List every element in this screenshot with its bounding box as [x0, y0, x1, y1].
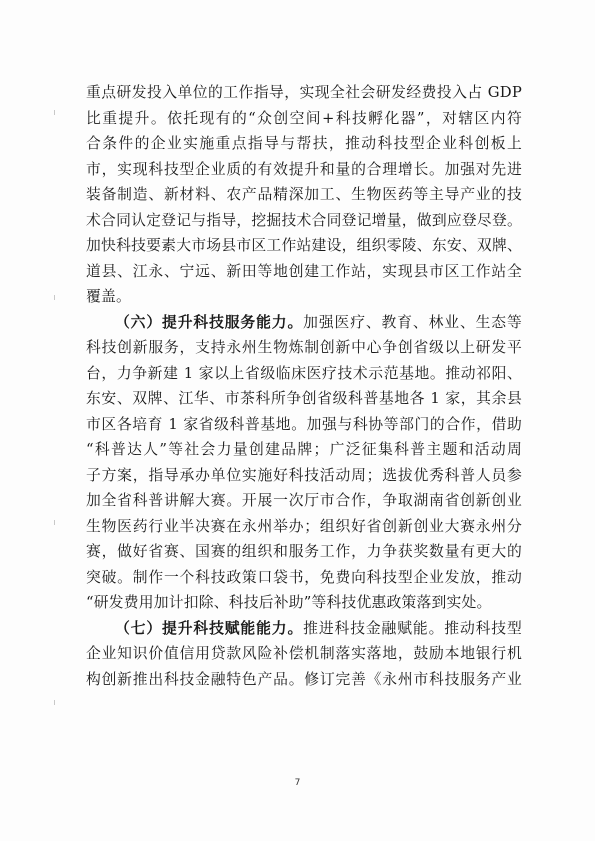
section-7-first-line [86, 616, 522, 642]
text-line: 生物医药行业半决赛在永州举办；组织好省创新创业大赛永州分 [86, 517, 522, 535]
text-line: 东安、双牌、江华、市茶科所争创省级科普基地各 1 家，其余县 [86, 390, 522, 407]
text-line: 比重提升。依托现有的“众创空间+科技孵化器”，对辖区内符 [86, 109, 522, 127]
text-line: 市，实现科技型企业质的有效提升和量的合理增长。加强对先进 [86, 160, 522, 178]
text-line: “科普达人”等社会力量创建品牌；广泛征集科普主题和活动周 [86, 441, 522, 458]
text-line: 赛，做好省赛、国赛的组织和服务工作，力争获奖数量有更大的 [86, 543, 522, 560]
body-text [86, 80, 522, 692]
section-6-paragraph [86, 310, 522, 616]
text-line: 加快科技要素大市场县市区工作站建设，组织零陵、东安、双牌、 [86, 237, 522, 254]
text-line: 道县、江永、宁远、新田等地创建工作站，实现县市区工作站全 [86, 262, 522, 280]
text-line: 覆盖。 [86, 288, 131, 305]
text-line: 构创新推出科技金融特色产品。修订完善《永州市科技服务产业 [86, 670, 522, 688]
text-line: 术合同认定登记与指导，挖掘技术合同登记增量，做到应登尽登。 [86, 211, 522, 229]
text-line: 台，力争新建 1 家以上省级临床医疗技术示范基地。推动祁阳、 [86, 364, 522, 382]
section-7-heading-rest: 推进科技金融赋能。推动科技型 [303, 619, 522, 637]
section-7-paragraph [86, 616, 522, 693]
text-line: 加全省科普讲解大赛。开展一次厅市合作，争取湖南省创新创业 [86, 492, 522, 509]
text-line: 重点研发投入单位的工作指导，实现全社会研发经费投入占 GDP [86, 84, 522, 101]
page-number: 7 [294, 778, 301, 788]
scan-margin-mark [54, 700, 55, 705]
scan-margin-mark [54, 295, 55, 300]
continuation-paragraph [86, 80, 522, 310]
text-line: 科技创新服务，支持永州生物炼制创新中心争创省级以上研发平 [86, 339, 522, 356]
text-line: 市区各培育 1 家省级科普基地。加强与科协等部门的合作，借助 [86, 415, 522, 433]
section-6-first-line [86, 310, 522, 336]
text-line: 装备制造、新材料、农产品精深加工、生物医药等主导产业的技 [86, 186, 522, 203]
text-line: 企业知识价值信用贷款风险补偿机制落实落地，鼓励本地银行机 [86, 645, 522, 662]
section-7-heading: （七）提升科技赋能能力。 [115, 619, 304, 637]
text-line: 突破。制作一个科技政策口袋书，免费向科技型企业发放，推动 [86, 568, 522, 586]
scan-margin-mark [54, 520, 55, 525]
scan-margin-mark [54, 110, 55, 115]
section-6-heading: （六）提升科技服务能力。 [115, 313, 304, 331]
text-line: “研发费用加计扣除、科技后补助”等科技优惠政策落到实处。 [86, 594, 492, 611]
section-6-heading-rest: 加强医疗、教育、林业、生态等 [303, 313, 522, 331]
text-line: 子方案，指导承办单位实施好科技活动周；选拔优秀科普人员参 [86, 466, 522, 484]
text-line: 合条件的企业实施重点指导与帮扶，推动科技型企业科创板上 [86, 135, 522, 152]
